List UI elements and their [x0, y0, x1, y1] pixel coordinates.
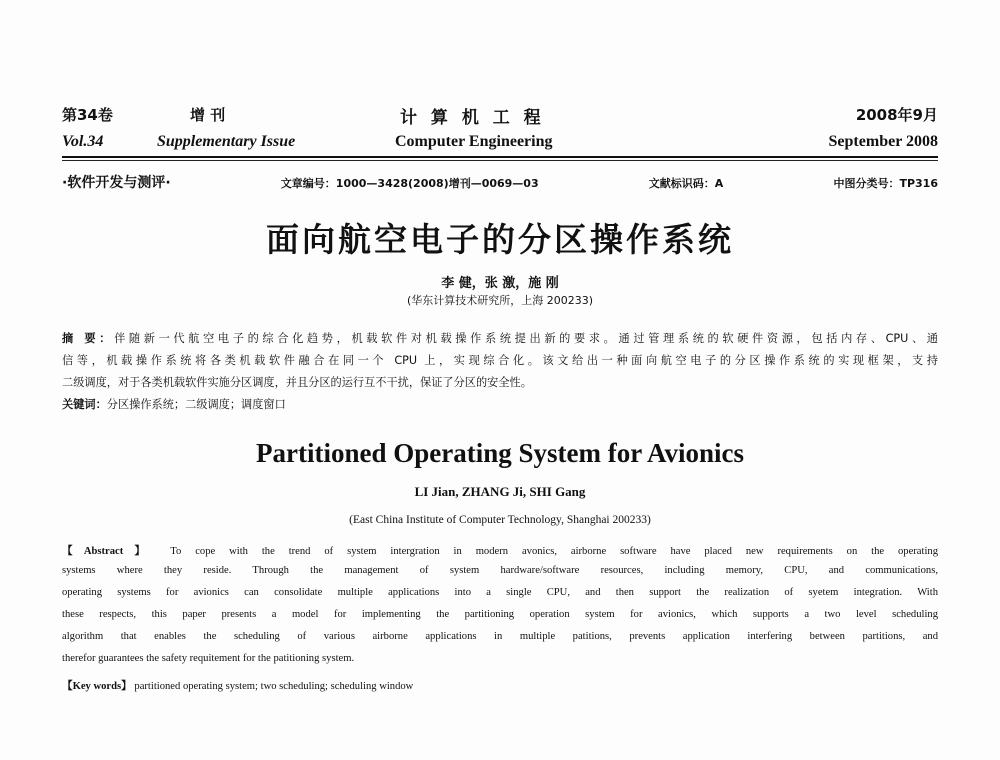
keywords-cn-label: 关键词： — [62, 398, 107, 411]
abstract-en-line — [62, 543, 938, 558]
section-label: ·软件开发与测评· — [62, 175, 171, 191]
keywords-cn — [62, 396, 286, 412]
abstract-en-line: algorithm that enables the scheduling of various airborne applications in multiple patitions, prevents application interfering between partitions, and — [62, 631, 938, 642]
abstract-en-line: these respects, this paper presents a model for implementing the partitioning operation system for avionics, which supports a two level scheduling — [62, 609, 938, 620]
issue-cn: 增 刊 — [190, 106, 226, 124]
abstract-en-line: systems where they reside. Through the management of system hardware/software resources, including memory, CPU, and communications, — [62, 565, 938, 576]
article-number: 文章编号：1000—3428(2008)增刊—0069—03 — [280, 177, 539, 190]
affiliation-en: (East China Institute of Computer Technology, Shanghai 200233) — [349, 514, 651, 526]
keywords-en-label: 【Key words】 — [62, 681, 132, 692]
affiliation-cn: (华东计算技术研究所，上海 200233) — [406, 294, 594, 307]
title-cn: 面向航空电子的分区操作系统 — [266, 220, 734, 259]
class-number: 中图分类号：TP316 — [833, 177, 938, 190]
keywords-en-text: partitioned operating system; two scheduling; scheduling window — [134, 681, 414, 692]
keywords-en — [62, 678, 413, 693]
journal-en: Computer Engineering — [395, 133, 553, 150]
date-cn: 2008年9月 — [855, 106, 938, 124]
abstract-en-text: To cope with the trend of system intergration in modern avonics, airborne software have placed new requirements on the operating — [170, 546, 938, 557]
abstract-cn-text: 伴随新一代航空电子的综合化趋势，机载软件对机载操作系统提出新的要求。通过管理系统的软硬件资源，包括内存、CPU、通 — [114, 332, 938, 345]
article-info-row — [62, 172, 938, 192]
abstract-en-label: 【Abstract】 — [62, 546, 157, 557]
authors-cn: 李 健，张 激，施 刚 — [441, 276, 559, 291]
title-en: Partitioned Operating System for Avionics — [256, 438, 744, 468]
date-en: September 2008 — [828, 133, 938, 150]
abstract-cn-label: 摘 要： — [62, 332, 115, 345]
authors-en: LI Jian, ZHANG Ji, SHI Gang — [414, 484, 586, 499]
journal-cn: 计 算 机 工 程 — [400, 108, 545, 128]
volume-en: Vol.34 — [62, 133, 104, 150]
abstract-en-line: operating systems for avionics can consolidate multiple applications into a single CPU, and then support the realization of syetem integration. With — [62, 587, 938, 598]
abstract-cn-line: 信等，机载操作系统将各类机载软件融合在同一个 CPU 上，实现综合化。该文给出一种面向航空电子的分区操作系统的实现框架，支持 — [62, 354, 938, 367]
issue-en: Supplementary Issue — [157, 133, 296, 150]
header-rule-thin — [62, 160, 938, 161]
document-code: 文献标识码：A — [648, 177, 724, 190]
abstract-en-line: therefor guarantees the safety requitement for the patitioning system. — [62, 653, 355, 664]
keywords-cn-text: 分区操作系统；二级调度；调度窗口 — [106, 398, 286, 411]
abstract-cn-line: 二级调度，对于各类机载软件实施分区调度，并且分区的运行互不干扰，保证了分区的安全性。 — [62, 376, 532, 389]
abstract-cn-line — [62, 330, 938, 346]
header-rule — [62, 156, 938, 158]
volume-cn: 第34卷 — [62, 106, 113, 124]
